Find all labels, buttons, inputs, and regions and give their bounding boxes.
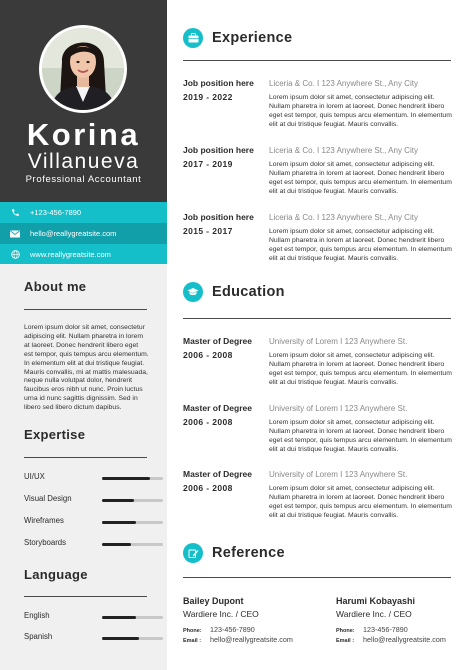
experience-entry-3-organization: Liceria & Co. I 123 Anywhere St., Any City: [269, 213, 418, 222]
skill-4-level-track: [102, 543, 163, 546]
education-entry-3-title: Master of Degree: [183, 469, 252, 479]
reference-header: [183, 542, 285, 564]
skill-2-level-track: [102, 499, 163, 502]
experience-entry-2-title: Job position here: [183, 145, 254, 155]
education-entry-1-description: Lorem ipsum dolor sit amet, consectetur adipiscing elit. Nullam pharetra in lorem at laoreet. Donec hendrerit libero eget est tempor, quis tempus arcu elementum. In elementum elit at dui tristique feugiat. Mauris convallis.: [269, 352, 452, 386]
skill-3-level-track: [102, 521, 163, 524]
about-title: About me: [24, 279, 87, 294]
reference-2-email-value[interactable]: hello@reallygreatsite.com: [363, 635, 446, 644]
education-entry-3-organization: University of Lorem I 123 Anywhere St.: [269, 470, 408, 479]
language-title: Language: [24, 567, 88, 582]
education-entry-3-date: 2006 - 2008: [183, 483, 233, 493]
experience-entry-1-date: 2019 - 2022: [183, 92, 233, 102]
language-2-level-track: [102, 637, 163, 640]
profile-header: [0, 0, 167, 202]
language-1-level-track: [102, 616, 163, 619]
email-label: Email :: [336, 638, 355, 644]
experience-entry-3-description: Lorem ipsum dolor sit amet, consectetur adipiscing elit. Nullam pharetra in lorem at laoreet. Donec hendrerit libero eget est tempor, quis tempus arcu elementum. In elementum elit at dui tristique feugiat. Mauris convallis.: [269, 228, 452, 262]
website-link[interactable]: www.reallygreatsite.com: [30, 249, 111, 259]
reference-2-phone-value: 123-456-7890: [363, 625, 408, 634]
skill-2-level-fill: [102, 499, 134, 502]
language-1-level-fill: [102, 616, 136, 619]
reference-title: Reference: [212, 545, 285, 561]
education-entry-2-date: 2006 - 2008: [183, 417, 233, 427]
phone-text: +123-456-7890: [30, 208, 82, 217]
education-entry-2-title: Master of Degree: [183, 403, 252, 413]
reference-1-email: [183, 635, 293, 644]
experience-title: Experience: [212, 30, 293, 46]
expertise-divider: [24, 457, 147, 458]
experience-entry-2-description: Lorem ipsum dolor sit amet, consectetur adipiscing elit. Nullam pharetra in lorem at laoreet. Donec hendrerit libero eget est tempor, quis tempus arcu elementum. In elementum elit at dui tristique feugiat. Mauris convallis.: [269, 161, 452, 195]
language-divider: [24, 596, 147, 597]
experience-entry-1-title: Job position here: [183, 78, 254, 88]
job-title: Professional Accountant: [25, 174, 142, 185]
reference-1-name: Bailey Dupont: [183, 596, 244, 606]
about-text: Lorem ipsum dolor sit amet, consectetur adipiscing elit. Nullam pharetra in lorem at laoreet. Donec hendrerit libero eget est tempor, quis tempus arcu elementum. In elementum elit at dui tristique feugiat. Mauris convallis, mi at mattis malesuada, neque nulla volutpat dolor, hendrerit faucibus eros nibh ut nunc. Proin luctus urna id nunc sagittis dignissim. Sed in libero sed libero dictum dapibus.: [24, 324, 149, 412]
education-entry-1-title: Master of Degree: [183, 336, 252, 346]
reference-1-company: Wardiere Inc. / CEO: [183, 609, 259, 619]
profile-photo-frame: [39, 25, 127, 113]
experience-entry-1-description: Lorem ipsum dolor sit amet, consectetur adipiscing elit. Nullam pharetra in lorem at laoreet. Donec hendrerit libero eget est tempor, quis tempus arcu elementum. In elementum elit at dui tristique feugiat. Mauris convallis.: [269, 94, 452, 128]
phone-label: Phone:: [183, 628, 202, 634]
experience-header: [183, 27, 292, 49]
contact-email: [0, 223, 167, 244]
reference-2-name: Harumi Kobayashi: [336, 596, 416, 606]
language-2-level-fill: [102, 637, 139, 640]
expertise-title: Expertise: [24, 427, 86, 442]
email-link[interactable]: hello@reallygreatsite.com: [30, 229, 117, 238]
language-2-label: Spanish: [24, 632, 53, 641]
experience-entry-3-date: 2015 - 2017: [183, 226, 233, 236]
profile-photo: [42, 28, 124, 110]
education-header: [183, 281, 285, 303]
education-entry-2-organization: University of Lorem I 123 Anywhere St.: [269, 404, 408, 413]
graduation-cap-icon: [183, 282, 203, 302]
last-name: Villanueva: [27, 150, 140, 173]
skill-1-level-track: [102, 477, 163, 480]
skill-3: [24, 516, 147, 528]
phone-icon: [0, 208, 30, 217]
contact-website: [0, 244, 167, 264]
education-entry-2-description: Lorem ipsum dolor sit amet, consectetur adipiscing elit. Nullam pharetra in lorem at laoreet. Donec hendrerit libero eget est tempor, quis tempus arcu elementum. In elementum elit at dui tristique feugiat. Mauris convallis.: [269, 419, 452, 453]
reference-divider: [183, 577, 451, 578]
skill-2-label: Visual Design: [24, 494, 72, 503]
experience-entry-2-date: 2017 - 2019: [183, 159, 233, 169]
email-label: Email :: [183, 638, 202, 644]
reference-2-company: Wardiere Inc. / CEO: [336, 609, 412, 619]
skill-4-label: Storyboards: [24, 538, 67, 547]
skill-2: [24, 494, 147, 506]
briefcase-icon: [183, 28, 203, 48]
skill-1: [24, 472, 147, 484]
experience-entry-3-title: Job position here: [183, 212, 254, 222]
first-name: Korina: [26, 117, 141, 152]
phone-label: Phone:: [336, 628, 355, 634]
education-title: Education: [212, 284, 285, 300]
reference-1-phone: [183, 625, 255, 634]
envelope-icon: [0, 230, 30, 238]
language-1: [24, 611, 147, 623]
reference-2-phone: [336, 625, 408, 634]
globe-icon: [0, 250, 30, 259]
skill-3-level-fill: [102, 521, 136, 524]
skill-1-label: UI/UX: [24, 472, 45, 481]
edit-icon: [183, 543, 203, 563]
experience-entry-2-organization: Liceria & Co. I 123 Anywhere St., Any City: [269, 146, 418, 155]
contact-phone: [0, 202, 167, 223]
experience-entry-1-organization: Liceria & Co. I 123 Anywhere St., Any City: [269, 79, 418, 88]
education-entry-1-date: 2006 - 2008: [183, 350, 233, 360]
reference-1-phone-value: 123-456-7890: [210, 625, 255, 634]
about-divider: [24, 309, 147, 310]
portrait-illustration: [42, 28, 124, 110]
sidebar: [0, 0, 167, 670]
skill-1-level-fill: [102, 477, 150, 480]
skill-4-level-fill: [102, 543, 131, 546]
skill-4: [24, 538, 147, 550]
reference-2-email: [336, 635, 446, 644]
education-divider: [183, 318, 451, 319]
education-entry-3-description: Lorem ipsum dolor sit amet, consectetur adipiscing elit. Nullam pharetra in lorem at laoreet. Donec hendrerit libero eget est tempor, quis tempus arcu elementum. In elementum elit at dui tristique feugiat. Mauris convallis.: [269, 485, 452, 519]
education-entry-1-organization: University of Lorem I 123 Anywhere St.: [269, 337, 408, 346]
skill-3-label: Wireframes: [24, 516, 64, 525]
reference-1-email-value[interactable]: hello@reallygreatsite.com: [210, 635, 293, 644]
language-1-label: English: [24, 611, 50, 620]
experience-divider: [183, 60, 451, 61]
language-2: [24, 632, 147, 644]
